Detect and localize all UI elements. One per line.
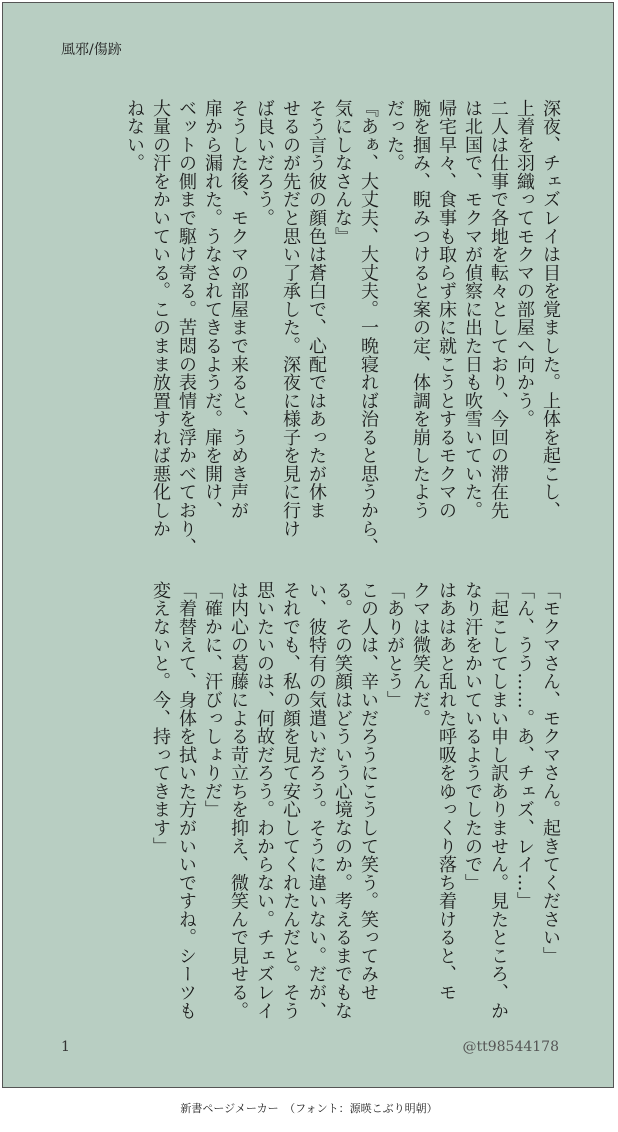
text-line: そう言う彼の顔色は蒼白で、心配ではあったが休ま — [306, 99, 327, 520]
text-line: 「ん、うう……。あ、チェズ、レイ…」 — [514, 581, 535, 911]
text-line: 思いたいのは、何故だろう。わからない。チェズレイ — [254, 581, 275, 1020]
text-line: だった。 — [384, 99, 405, 173]
text-line: 扉から漏れた。うなされてきるようだ。扉を開け、 — [202, 99, 223, 520]
text-line: 「確かに、汗びっしょりだ」 — [202, 581, 223, 819]
text-line: 気にしなさんな』 — [332, 99, 353, 246]
text-line: それでも、私の顔を見て安心してくれたんだと。そう — [280, 581, 301, 1020]
text-line: 大量の汗をかいている。このまま放置すれば悪化しか — [150, 99, 171, 538]
generator-credit: 新書ページメーカー （フォント：源暎こぶり明朝） — [180, 1102, 438, 1115]
text-line: この人は、辛いだろうにこうして笑う。笑ってみせ — [358, 581, 379, 1002]
text-line: 深夜、チェズレイは目を覚ました。上体を起こし、 — [540, 99, 561, 520]
text-line: い、彼特有の気遣いだろう。そうに違いない。だが、 — [306, 581, 327, 1020]
text-line: ば良いだろう。 — [254, 99, 275, 227]
text-line: 変えないと。今、持ってきます」 — [150, 581, 171, 856]
text-line: る。その笑顔はどういう心境なのか。考えるまでもな — [332, 581, 353, 1020]
text-line: そうした後、モクマの部屋まで来ると、うめき声が — [228, 99, 249, 520]
text-line: ねない。 — [124, 99, 145, 173]
text-line: 上着を羽織ってモクマの部屋へ向かう。 — [514, 99, 535, 429]
upper-text-block — [67, 99, 563, 556]
text-line: 腕を掴み、睨みつけると案の定、体調を崩したよう — [410, 99, 431, 520]
text-line: 帰宅早々、食事も取らず床に就こうとするモクマの — [436, 99, 457, 520]
lower-text-block — [67, 581, 563, 1029]
text-line: クマは微笑んだ。 — [410, 581, 431, 728]
text-line: 「ありがとう」 — [384, 581, 405, 709]
text-line: ベットの側まで駆け寄る。苦悶の表情を浮かべており、 — [176, 99, 197, 556]
author-handle: @tt98544178 — [462, 1039, 559, 1055]
text-line: 「起こしてしまい申し訳ありません。見たところ、か — [488, 581, 509, 1020]
text-line: 二人は仕事で各地を転々としており、今回の滞在先 — [488, 99, 509, 520]
text-line: は北国で、モクマが偵察に出た日も吹雪いていた。 — [462, 99, 483, 520]
text-line: 『あぁ、大丈夫、大丈夫。一晩寝れば治ると思うから、 — [358, 99, 379, 556]
text-line: 「着替えて、身体を拭いた方がいいですね。シーツも — [176, 581, 197, 1020]
page-number: 1 — [61, 1039, 70, 1055]
manuscript-page — [2, 2, 614, 1088]
text-line: なり汗をかいているようでしたので」 — [462, 581, 483, 892]
page-title: 風邪/傷跡 — [61, 42, 122, 58]
text-line: は内心の葛藤による苛立ちを抑え、微笑んで見せる。 — [228, 581, 249, 1020]
text-line: はあはあと乱れた呼吸をゆっくり落ち着けると、モ — [436, 581, 457, 1002]
text-line: 「モクマさん、モクマさん。起きてください」 — [540, 581, 561, 965]
text-line: せるのが先だと思い了承した。深夜に様子を見に行け — [280, 99, 301, 538]
